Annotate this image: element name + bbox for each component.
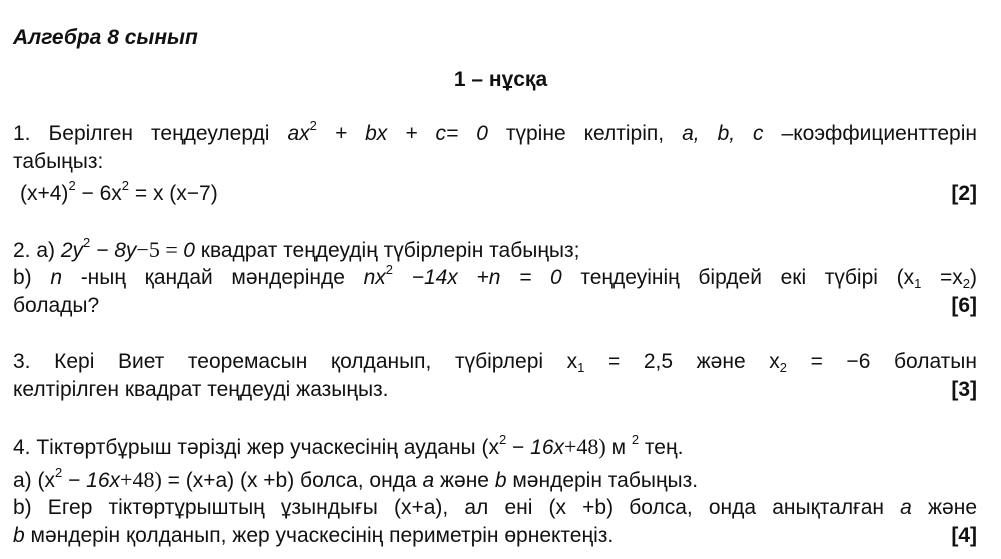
question-1-equation: $(x+4)^2 - 6x^2 = x$ (x−7) [2]	[20, 180, 977, 208]
question-4b-line-1: b) Егер тіктөртұрыштың ұзындығы (x+a), ал ені (x +b) болса, онда анықталған a және	[13, 496, 977, 519]
question-1-line-2: табыңыз:	[13, 150, 104, 173]
question-3-score: [3]	[951, 378, 977, 401]
variant-title: 1 – нұсқа	[453, 68, 548, 91]
question-1-score: [2]	[951, 182, 977, 205]
question-2a-line: 2. a) $2y^2 - 8y-5 = 0$ квадрат теңдеудің түбірлерін табыңыз;	[13, 235, 580, 262]
question-4-line-1: 4. Тіктөртбұрыш тәрізді жер учаскесінің ауданы $(x^2 - 16x+48)$ м $^2$ тең.	[13, 432, 684, 459]
question-3-line-1: 3. Кері Виет теоремасын қолданып, түбірлері $x_1 = 2,5$ және $x_2 = -6$ болатын	[13, 350, 977, 375]
question-2-score: [6]	[951, 294, 977, 317]
question-2b-line-2: болады? [6]	[13, 292, 977, 320]
question-3-line-2: келтірілген квадрат теңдеуді жазыңыз. [3]	[13, 376, 977, 404]
document-header: Алгебра 8 сынып	[13, 26, 198, 49]
question-4-score: [4]	[951, 524, 977, 547]
question-4b-line-2: b мәндерін қолданып, жер учаскесінің периметрін өрнектеңіз. [4]	[13, 522, 977, 550]
question-1-line-1: 1. Берілген теңдеулерді $ax^2$ + bx + c= 0 түріне келтіріп, a, b, c –коэффициенттерін	[13, 118, 977, 145]
question-2b-line-1: b) n -ның қандай мәндерінде $nx^2 -14x +n = 0$ теңдеуінің бірдей екі түбірі $(x_1 =x_2)$	[13, 262, 978, 291]
question-4a-line: a) $(x^2 - 16x+48) = (x+a)$ (x +b) болса, онда a және b мәндерін табыңыз.	[13, 465, 699, 492]
